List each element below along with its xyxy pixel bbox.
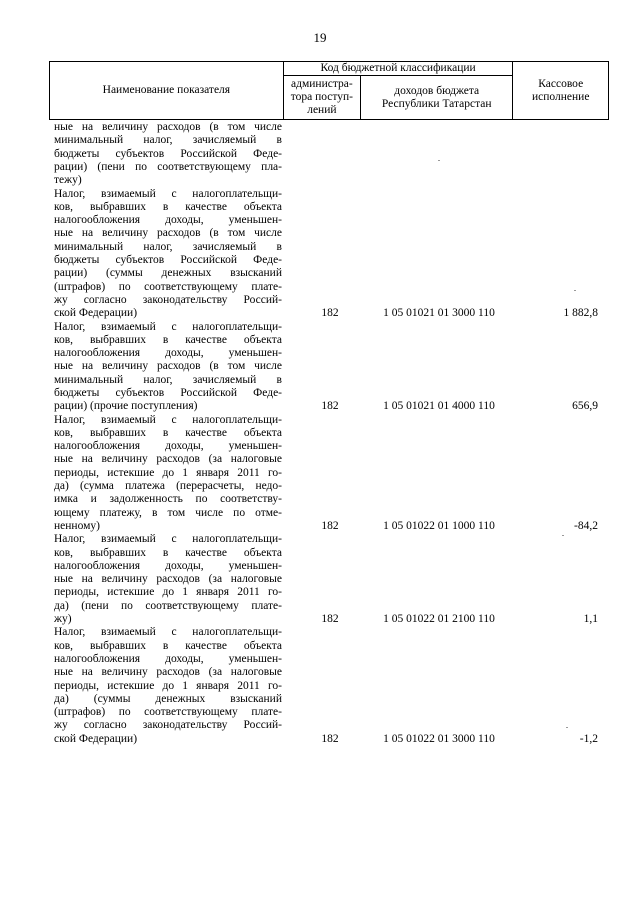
income-code: 1 05 01022 01 3000 110	[383, 732, 495, 745]
admin-header-line: тора поступ-	[290, 91, 353, 103]
description-line: да) (суммы денежных взысканий	[54, 692, 282, 705]
description-line: ской Федерации)	[54, 732, 138, 745]
execution-amount: 1 882,8	[563, 307, 598, 320]
description-line: ков, выбравших в качестве объекта	[54, 639, 282, 652]
description-line: минимальный налог, зачисляемый в	[54, 240, 282, 253]
income-header-line: Республики Татарстан	[381, 97, 492, 110]
description-line: минимальный налог, зачисляемый в	[54, 373, 282, 386]
exec-header-line: исполнение	[532, 90, 590, 103]
row-description	[54, 188, 282, 321]
description-line: налогообложения доходы, уменьшен-	[54, 652, 282, 665]
description-line: жу согласно законодательству Россий-	[54, 719, 282, 732]
scan-speck	[566, 727, 568, 728]
administrator-code: 182	[321, 400, 339, 413]
description-line: ненному)	[54, 519, 100, 532]
exec-header-line: Кассовое	[538, 77, 584, 90]
execution-amount: -84,2	[574, 520, 598, 532]
description-line: бюджеты субъектов Российской Феде-	[54, 253, 282, 266]
execution-amount: -1,2	[579, 732, 598, 745]
income-code: 1 05 01021 01 3000 110	[383, 307, 495, 320]
column-header-budget-classification: Код бюджетной классификации	[283, 62, 513, 76]
description-line: имка и задолженность по соответству-	[54, 493, 282, 506]
description-line: рации) (пени по соответствующему пла-	[54, 160, 282, 173]
description-line: ные на величину расходов (за налоговые	[54, 573, 282, 586]
description-line: да) (пени по соответствующему плате-	[54, 599, 282, 612]
scan-speck	[438, 160, 440, 161]
description-line: ской Федерации)	[54, 307, 138, 320]
description-line: Налог, взимаемый с налогоплательщи-	[54, 626, 282, 639]
description-line: бюджеты субъектов Российской Феде-	[54, 147, 282, 160]
description-line: Налог, взимаемый с налогоплательщи-	[54, 413, 282, 426]
description-line: ные на величину расходов (в том числе	[54, 360, 282, 373]
description-line: ные на величину расходов (в том числе	[54, 227, 282, 240]
description-line: налогообложения доходы, уменьшен-	[54, 214, 282, 227]
description-line: периоды, истекшие до 1 января 2011 го-	[54, 466, 282, 479]
description-line: ные на величину расходов (в том числе	[54, 121, 282, 133]
description-line: ные на величину расходов (за налоговые	[54, 666, 282, 679]
administrator-code: 182	[321, 520, 339, 532]
page-number: 19	[313, 30, 327, 45]
income-header-line: доходов бюджета	[394, 84, 480, 97]
column-header-name: Наименование показателя	[50, 62, 284, 120]
description-line: налогообложения доходы, уменьшен-	[54, 559, 282, 572]
description-line: Налог, взимаемый с налогоплательщи-	[54, 187, 282, 200]
description-line: Налог, взимаемый с налогоплательщи-	[54, 320, 282, 333]
description-line: бюджеты субъектов Российской Феде-	[54, 386, 282, 399]
description-line: рации) (прочие поступления)	[54, 400, 198, 413]
execution-amount: 1,1	[583, 613, 598, 626]
description-line: ные на величину расходов (за налоговые	[54, 453, 282, 466]
income-code: 1 05 01022 01 2100 110	[383, 613, 495, 626]
row-description	[54, 321, 282, 414]
income-code: 1 05 01022 01 1000 110	[383, 520, 495, 532]
description-line: ющему платежу, в том числе по отме-	[54, 506, 282, 519]
admin-header-line: администра-	[291, 78, 353, 90]
description-line: минимальный налог, зачисляемый в	[54, 134, 282, 147]
description-line: ков, выбравших в качестве объекта	[54, 546, 282, 559]
description-line: ков, выбравших в качестве объекта	[54, 200, 282, 213]
description-line: (штрафов) по соответствующему плате-	[54, 706, 282, 719]
description-line: Налог, взимаемый с налогоплательщи-	[54, 533, 282, 546]
description-line: жу)	[54, 613, 72, 626]
description-line: периоды, истекшие до 1 января 2011 го-	[54, 586, 282, 599]
row-description	[54, 414, 282, 534]
description-line: ков, выбравших в качестве объекта	[54, 333, 282, 346]
description-line: рации) (суммы денежных взысканий	[54, 267, 282, 280]
execution-amount: 656,9	[572, 400, 598, 413]
scan-speck	[574, 290, 576, 291]
description-line: налогообложения доходы, уменьшен-	[54, 440, 282, 453]
row-description	[54, 626, 282, 746]
description-line: жу согласно законодательству Россий-	[54, 293, 282, 306]
description-line: тежу)	[54, 174, 82, 187]
administrator-code: 182	[321, 307, 339, 320]
description-line: налогообложения доходы, уменьшен-	[54, 347, 282, 360]
description-line: да) (сумма платежа (перерасчеты, недо-	[54, 480, 282, 493]
description-line: периоды, истекшие до 1 января 2011 го-	[54, 679, 282, 692]
description-line: ков, выбравших в качестве объекта	[54, 426, 282, 439]
admin-header-line: лений	[307, 104, 337, 116]
row-description	[54, 121, 282, 187]
row-description	[54, 533, 282, 626]
income-code: 1 05 01021 01 4000 110	[383, 400, 495, 413]
description-line: (штрафов) по соответствующему платe-	[54, 280, 282, 293]
administrator-code: 182	[321, 613, 339, 626]
administrator-code: 182	[321, 732, 339, 745]
scan-speck	[562, 535, 564, 536]
